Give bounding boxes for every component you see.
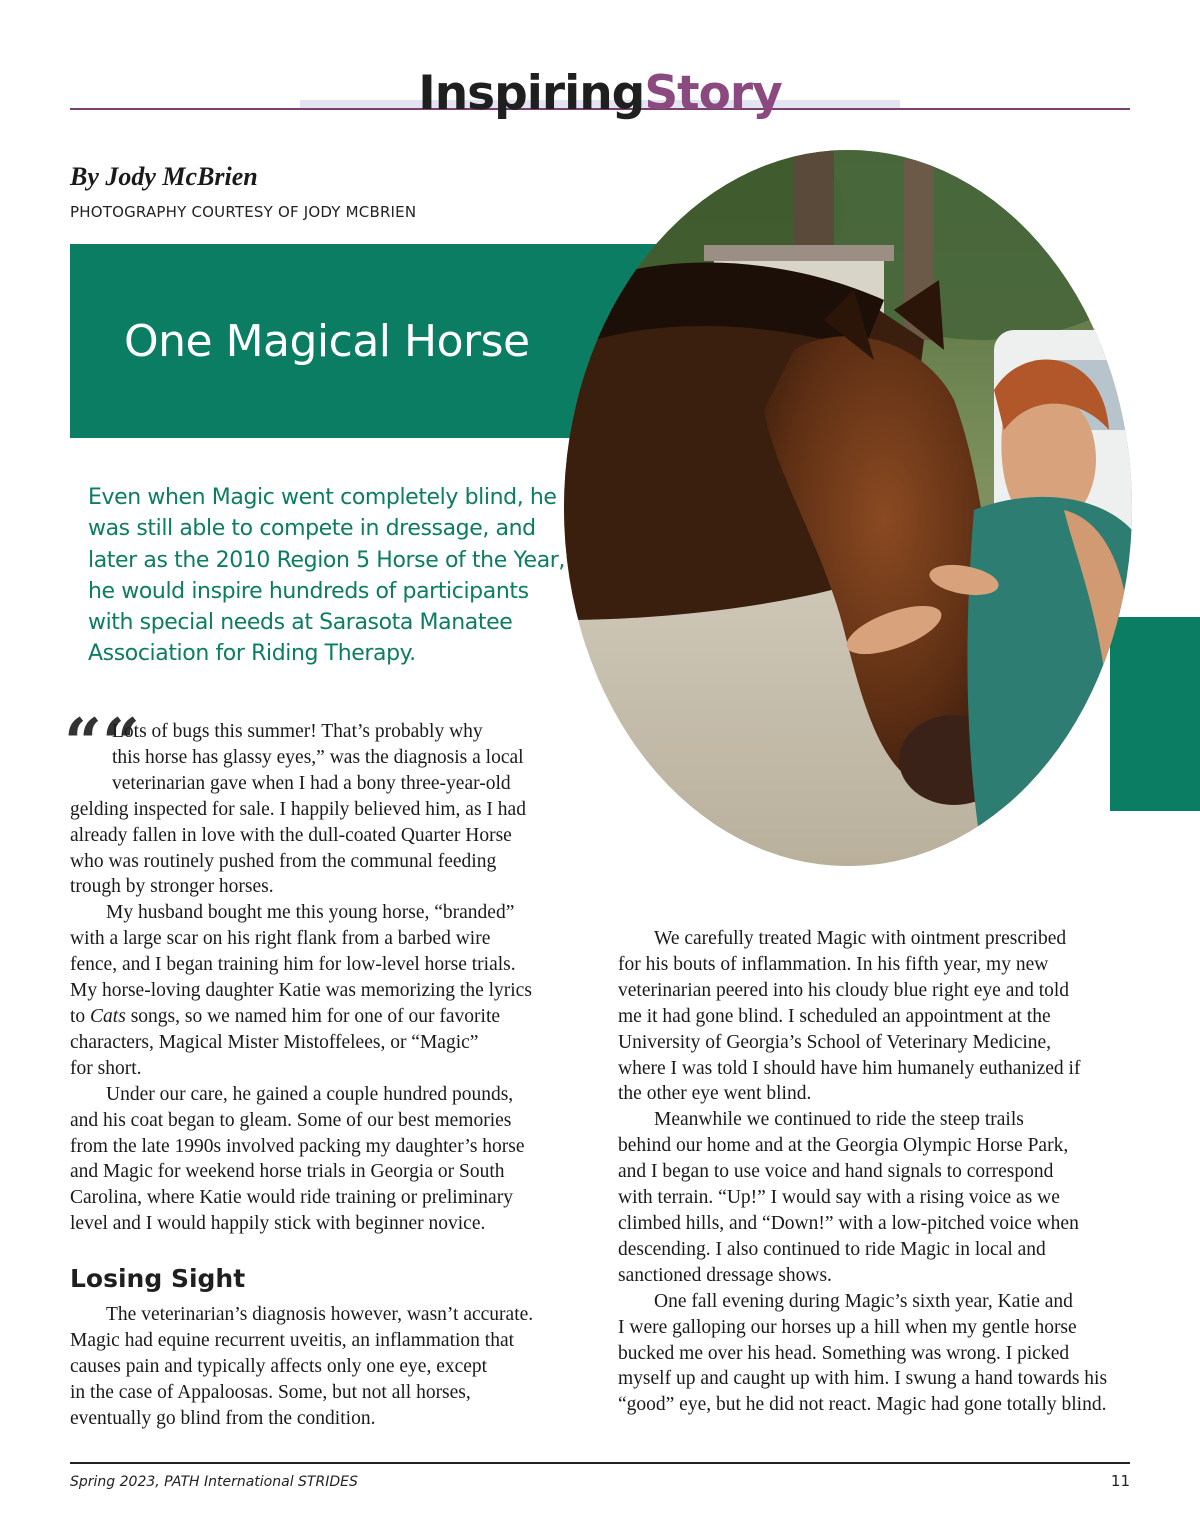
body-column-right [618, 926, 1138, 1418]
body-line: gelding inspected for sale. I happily believed him, as I had [70, 798, 526, 820]
footer-publication: Spring 2023, PATH International STRIDES [70, 1474, 358, 1490]
body-line: Meanwhile we continued to ride the steep trails [654, 1109, 1024, 1131]
body-line: descending. I also continued to ride Magic in local and [618, 1238, 1046, 1260]
body-line: fence, and I began training him for low-level horse trials. [70, 954, 516, 976]
opening-quote-mark: ““ [64, 704, 140, 782]
page-number: 11 [1110, 1472, 1130, 1490]
body-line: behind our home and at the Georgia Olympic Horse Park, [618, 1135, 1069, 1157]
body-line: Under our care, he gained a couple hundred pounds, [106, 1083, 514, 1105]
body-line: My husband bought me this young horse, “branded” [106, 902, 515, 924]
body-line: University of Georgia’s School of Veterinary Medicine, [618, 1031, 1052, 1053]
deck-line: Association for Riding Therapy. [88, 641, 416, 667]
body-line: I were galloping our horses up a hill when my gentle horse [618, 1316, 1077, 1338]
body-line [70, 1004, 590, 1030]
body-line: who was routinely pushed from the communal feeding [70, 850, 497, 872]
body-line: level and I would happily stick with beginner novice. [70, 1213, 486, 1235]
deck-line: later as the 2010 Region 5 Horse of the Year, [88, 547, 566, 573]
body-line: My horse-loving daughter Katie was memorizing the lyrics [70, 980, 532, 1002]
body-line: and his coat began to gleam. Some of our best memories [70, 1109, 512, 1131]
body-column-left-continued [70, 1302, 590, 1432]
body-line: myself up and caught up with him. I swung a hand towards his [618, 1368, 1108, 1390]
body-line: me it had gone blind. I scheduled an appointment at the [618, 1005, 1051, 1027]
photo-credit: PHOTOGRAPHY COURTESY OF JODY MCBRIEN [70, 203, 417, 221]
body-line: for his bouts of inflammation. In his fifth year, my new [618, 953, 1049, 975]
story-deck [88, 482, 566, 670]
body-line: One fall evening during Magic’s sixth year, Katie and [654, 1290, 1073, 1312]
body-column-left [70, 719, 590, 1237]
horse-photo [564, 150, 1132, 866]
body-line: this horse has glassy eyes,” was the diagnosis a local [112, 746, 524, 768]
body-line: trough by stronger horses. [70, 876, 274, 898]
body-line: eventually go blind from the condition. [70, 1407, 376, 1429]
body-line: with terrain. “Up!” I would say with a rising voice as we [618, 1187, 1060, 1209]
cats-title: Cats [90, 1005, 126, 1027]
body-line: veterinarian peered into his cloudy blue right eye and told [618, 979, 1070, 1001]
body-line: climbed hills, and “Down!” with a low-pitched voice when [618, 1212, 1079, 1234]
deck-line: was still able to compete in dressage, and [88, 516, 536, 542]
body-line: sanctioned dressage shows. [618, 1264, 832, 1286]
story-title: One Magical Horse [124, 316, 530, 367]
body-line: with a large scar on his right flank from a barbed wire [70, 928, 491, 950]
deck-line: with special needs at Sarasota Manatee [88, 610, 513, 636]
body-line: already fallen in love with the dull-coated Quarter Horse [70, 824, 512, 846]
body-line: The veterinarian’s diagnosis however, wasn’t accurate. [106, 1304, 534, 1325]
body-line: veterinarian gave when I had a bony three-year-old [112, 772, 511, 794]
body-line: Lots of bugs this summer! That’s probably why [112, 721, 483, 742]
section-title [0, 64, 1200, 124]
body-line: bucked me over his head. Something was wrong. I picked [618, 1342, 1070, 1364]
body-line: characters, Magical Mister Mistoffelees, or “Magic” [70, 1031, 479, 1053]
body-line: from the late 1990s involved packing my daughter’s horse [70, 1135, 525, 1157]
section-title-word-2: Story [644, 66, 782, 121]
subhead-losing-sight: Losing Sight [70, 1264, 246, 1293]
body-text: to [70, 1005, 91, 1027]
deck-line: he would inspire hundreds of participants [88, 578, 529, 604]
body-text: songs, so we named him for one of our favorite [125, 1005, 501, 1027]
body-line: and I began to use voice and hand signals to correspond [618, 1161, 1054, 1183]
section-title-word-1: Inspiring [418, 66, 645, 121]
body-line: Magic had equine recurrent uveitis, an inflammation that [70, 1329, 515, 1351]
body-line: where I was told I should have him humanely euthanized if [618, 1057, 1081, 1079]
body-line: in the case of Appaloosas. Some, but not all horses, [70, 1381, 471, 1403]
body-line: for short. [70, 1057, 142, 1079]
deck-line: Even when Magic went completely blind, he [88, 485, 557, 510]
body-line: causes pain and typically affects only one eye, except [70, 1355, 488, 1377]
body-line: “good” eye, but he did not react. Magic had gone totally blind. [618, 1394, 1107, 1416]
body-line: the other eye went blind. [618, 1083, 812, 1105]
author-byline: By Jody McBrien [70, 162, 258, 191]
footer-rule [70, 1462, 1130, 1464]
body-line: We carefully treated Magic with ointment prescribed [654, 928, 1067, 949]
body-line: Carolina, where Katie would ride training or preliminary [70, 1187, 513, 1209]
body-line: and Magic for weekend horse trials in Georgia or South [70, 1161, 505, 1183]
